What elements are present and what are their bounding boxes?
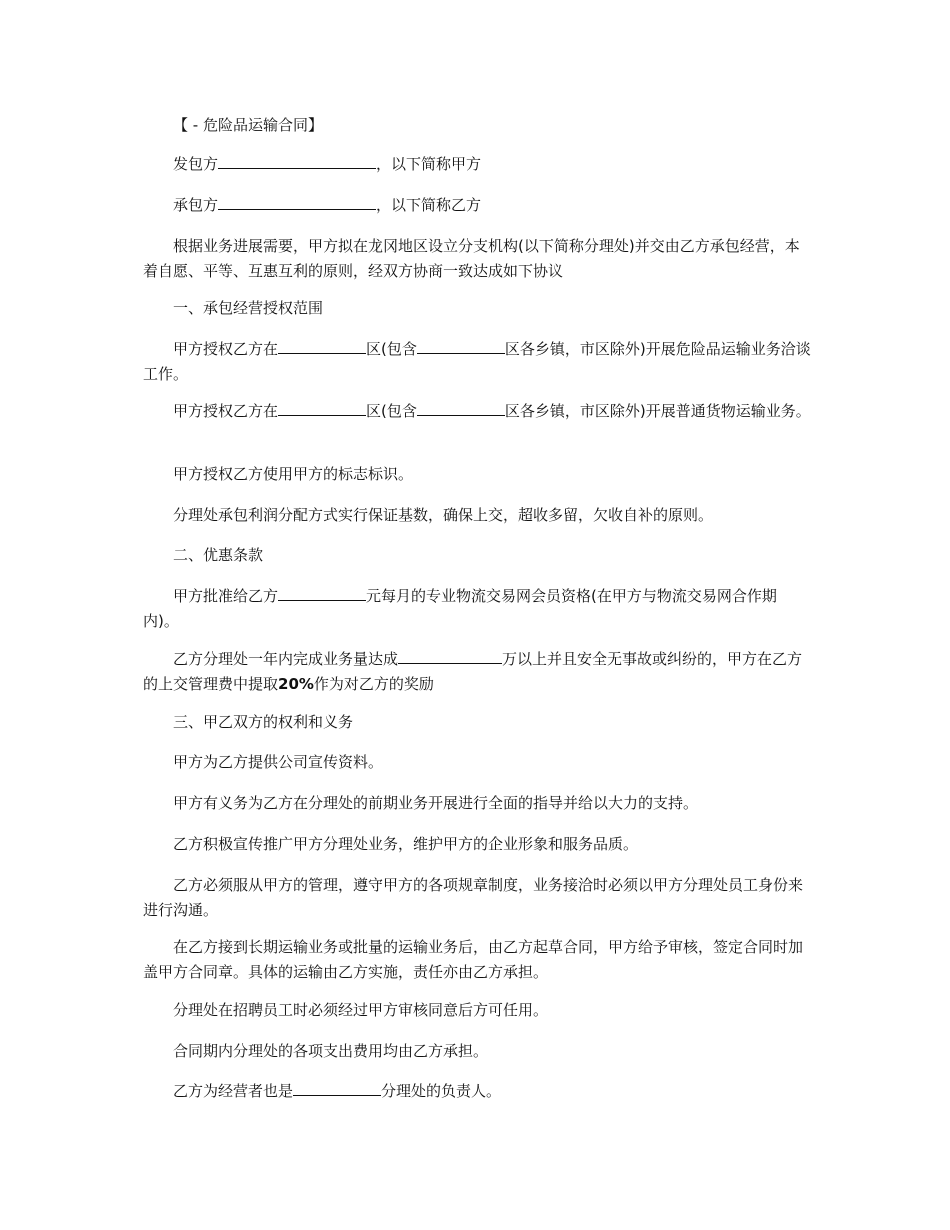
amount-blank — [278, 584, 366, 601]
section-3-clause-1: 甲方为乙方提供公司宣传资料。 — [173, 753, 384, 771]
party-a-line: 发包方 ，以下简称甲方 — [143, 152, 811, 177]
district-blank — [417, 399, 505, 416]
volume-blank — [398, 647, 502, 664]
district-blank — [278, 399, 366, 416]
manager-blank — [293, 1079, 381, 1096]
section-2-clause-2: 乙方分理处一年内完成业务量达成 万以上并且安全无事故或纠纷的，甲方在乙方的上交管理费中提取20%作为对乙方的奖励 — [143, 647, 811, 697]
section-1-clause-1: 甲方授权乙方在 区(包含 区各乡镇，市区除外)开展危险品运输业务洽谈工作。 — [143, 337, 811, 387]
document-title: 【 - 危险品运输合同】 — [173, 116, 323, 134]
party-b-line: 承包方 ，以下简称乙方 — [143, 193, 811, 218]
section-3-clause-8: 乙方为经营者也是 分理处的负责人。 — [143, 1079, 811, 1104]
section-3-clause-4: 乙方必须服从甲方的管理，遵守甲方的各项规章制度，业务接洽时必须以甲方分理处员工身份来进行沟通。 — [143, 876, 804, 919]
party-a-blank — [218, 152, 376, 169]
section-1-clause-2: 甲方授权乙方在 区(包含 区各乡镇，市区除外)开展普通货物运输业务。 — [143, 399, 811, 424]
section-3-clause-5: 在乙方接到长期运输业务或批量的运输业务后，由乙方起草合同，甲方给予审核，签定合同时加盖甲方合同章。具体的运输由乙方实施，责任亦由乙方承担。 — [143, 938, 804, 981]
section-1-clause-4: 分理处承包利润分配方式实行保证基数，确保上交，超收多留，欠收自补的原则。 — [173, 506, 714, 524]
section-3-clause-7: 合同期内分理处的各项支出费用均由乙方承担。 — [173, 1042, 489, 1060]
preamble-paragraph: 根据业务进展需要，甲方拟在龙冈地区设立分支机构(以下简称分理处)并交由乙方承包经营，本着自愿、平等、互惠互利的原则，经双方协商一致达成如下协议 — [143, 237, 800, 280]
section-1-heading: 一、承包经营授权范围 — [173, 299, 324, 317]
section-1-clause-3: 甲方授权乙方使用甲方的标志标识。 — [173, 465, 414, 483]
district-blank — [278, 337, 366, 354]
party-b-blank — [218, 193, 376, 210]
section-3-clause-6: 分理处在招聘员工时必须经过甲方审核同意后方可任用。 — [173, 1001, 549, 1019]
section-2-clause-1: 甲方批准给乙方 元每月的专业物流交易网会员资格(在甲方与物流交易网合作期内)。 — [143, 584, 811, 634]
section-3-clause-2: 甲方有义务为乙方在分理处的前期业务开展进行全面的指导并给以大力的支持。 — [173, 794, 699, 812]
section-3-heading: 三、甲乙双方的权利和义务 — [173, 713, 354, 731]
district-blank — [417, 337, 505, 354]
section-3-clause-3: 乙方积极宣传推广甲方分理处业务，维护甲方的企业形象和服务品质。 — [173, 835, 639, 853]
section-2-heading: 二、优惠条款 — [173, 546, 264, 564]
